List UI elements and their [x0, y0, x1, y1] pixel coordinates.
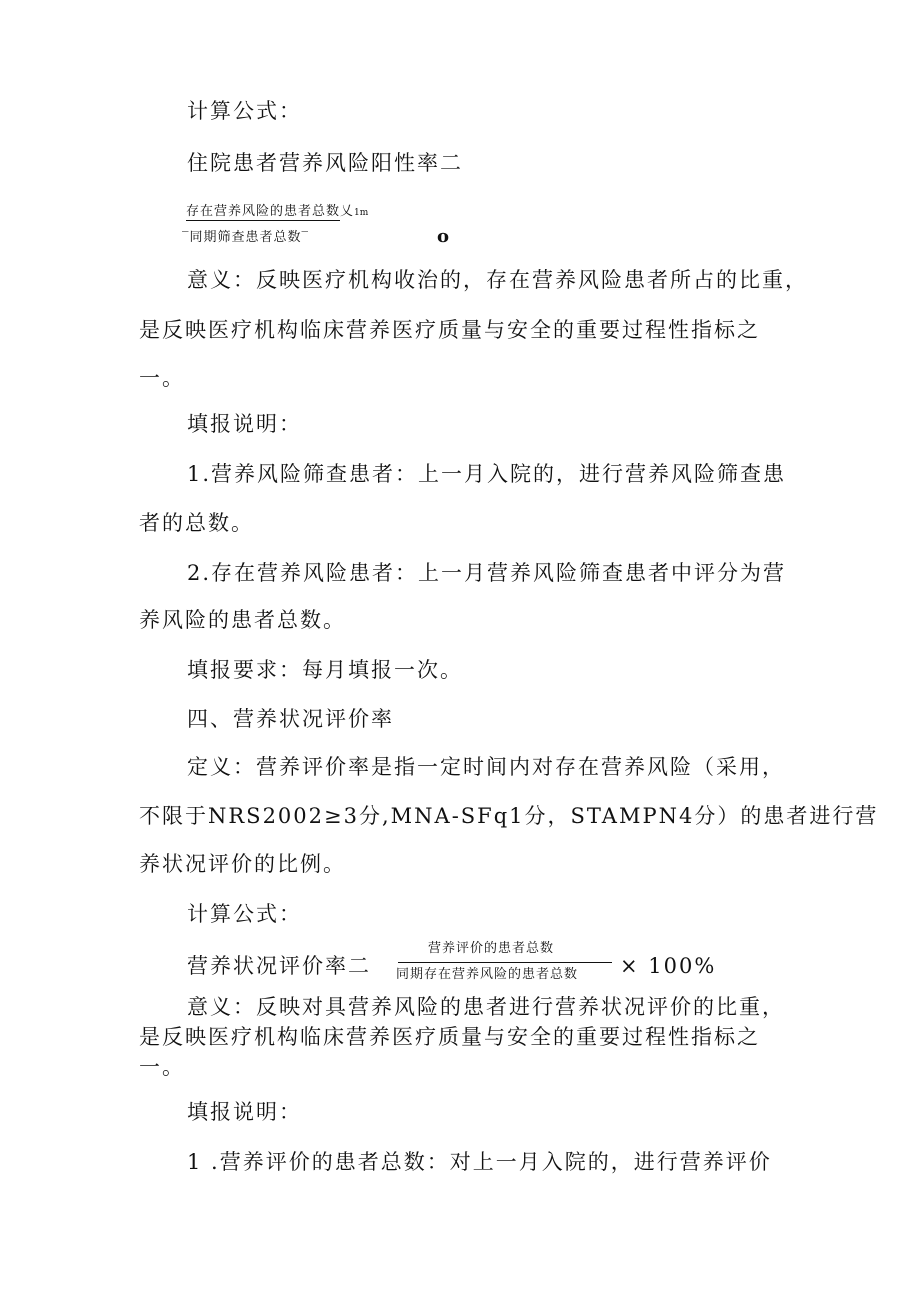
- formula2-lhs: 营养状况评价率二: [187, 954, 371, 978]
- definition-line2: 不限于NRS2002≥3分,MNA-SFq1分，STAMPN4分）的患者进行营: [139, 804, 879, 828]
- item1-line1: 1.营养风险筛查患者：上一月入院的，进行营养风险筛查患: [187, 462, 787, 486]
- definition-line1: 定义：营养评价率是指一定时间内对存在营养风险（采用，: [187, 755, 785, 779]
- meaning2-line1: 意义：反映对具营养风险的患者进行营养状况评价的比重，: [187, 995, 785, 1019]
- formula2-denominator: 同期存在营养风险的患者总数: [396, 967, 579, 982]
- meaning1-line1: 意义：反映医疗机构收治的，存在营养风险患者所占的比重，: [187, 268, 808, 292]
- formula1-lhs: 住院患者营养风险阳性率二: [187, 151, 463, 175]
- meaning2-line2: 是反映医疗机构临床营养医疗质量与安全的重要过程性指标之: [139, 1025, 760, 1049]
- fill-note-label-1: 填报说明：: [187, 412, 302, 436]
- item2-line1: 2.存在营养风险患者：上一月营养风险筛查患者中评分为营: [187, 561, 787, 585]
- item1-line2: 者的总数。: [139, 511, 254, 535]
- meaning1-line2: 是反映医疗机构临床营养医疗质量与安全的重要过程性指标之: [139, 318, 760, 342]
- formula2-rhs: × 100%: [620, 954, 717, 978]
- formula1-times: 乂: [340, 204, 355, 219]
- formula1-multiplier: 1m: [354, 208, 369, 218]
- fill-requirement: 填报要求：每月填报一次。: [187, 658, 463, 682]
- formula1-denominator: ‾同期筛查患者总数‾: [182, 230, 310, 245]
- formula1-end-mark: o: [437, 226, 452, 247]
- item2-line2: 养风险的患者总数。: [139, 608, 346, 632]
- section-4-heading: 四、营养状况评价率: [187, 707, 394, 731]
- formula2-numerator: 营养评价的患者总数: [428, 941, 555, 956]
- formula1-numerator: 存在营养风险的患者总数: [186, 204, 341, 219]
- formula2-fraction-bar: [398, 962, 612, 963]
- meaning1-line3: 一。: [139, 366, 185, 390]
- calc-formula-label-1: 计算公式：: [187, 99, 302, 123]
- fill-note-label-2: 填报说明：: [187, 1100, 302, 1124]
- calc-formula-label-2: 计算公式：: [187, 902, 302, 926]
- item3-line1: 1 .营养评价的患者总数：对上一月入院的，进行营养评价: [187, 1150, 772, 1174]
- meaning2-line3: 一。: [139, 1055, 185, 1079]
- formula1-numerator-row: [186, 205, 368, 218]
- definition-line3: 养状况评价的比例。: [139, 852, 346, 876]
